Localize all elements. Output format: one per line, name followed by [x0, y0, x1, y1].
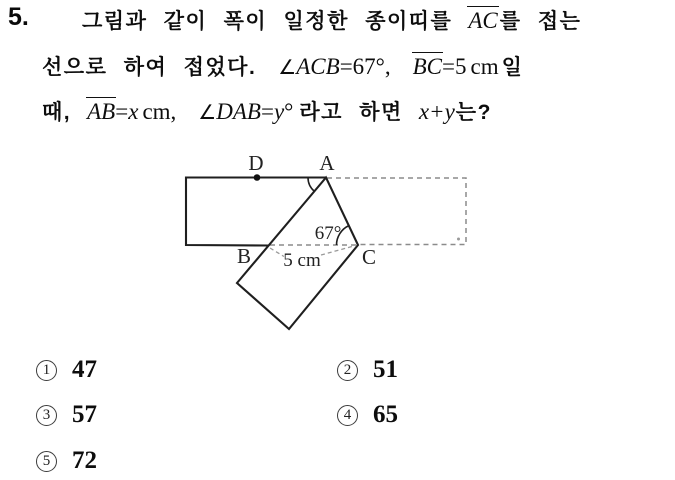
choice-value: 57 [72, 401, 97, 428]
problem-text-line-1 [82, 5, 581, 39]
vertex-label-a: A [319, 151, 335, 175]
math-variable: DAB [216, 99, 261, 124]
korean-text: 는? [455, 101, 492, 124]
korean-text: 라고 하면 [299, 101, 403, 124]
unit-cm: cm [470, 54, 499, 79]
problem-text-line-3 [42, 96, 492, 130]
comma: , [384, 54, 391, 79]
choice-circle-marker: 5 [36, 451, 57, 472]
choice-circle-marker: 3 [36, 405, 57, 426]
vertex-label-b: B [236, 244, 252, 268]
length-bc-label: 5 cm [283, 250, 321, 271]
choice-option-2[interactable] [337, 356, 398, 384]
choice-option-5[interactable] [36, 447, 97, 475]
corner-speck [457, 238, 460, 241]
problem-number: 5. [8, 3, 29, 31]
choice-value: 65 [373, 401, 398, 428]
unfolded-strip-dashed-outline [327, 178, 466, 245]
choice-value: 72 [72, 447, 97, 474]
unit-cm: cm [142, 99, 171, 124]
vertex-label-d: D [248, 151, 264, 175]
korean-text: 일 [501, 56, 524, 79]
degree-symbol: ° [375, 54, 385, 79]
point-d-dot [254, 174, 261, 181]
degree-symbol: ° [284, 99, 294, 124]
choice-option-1[interactable] [36, 356, 97, 384]
math-number: 67 [352, 54, 376, 79]
paper-strip-left-rectangle [186, 178, 326, 246]
korean-text: 를 접는 [499, 10, 582, 33]
equals-sign: = [115, 99, 129, 124]
comma: , [170, 99, 177, 124]
korean-text: 선으로 하여 접었다. [42, 56, 257, 79]
problem-text-line-2 [42, 51, 523, 85]
korean-text: 때, [42, 101, 72, 124]
choice-circle-marker: 1 [36, 360, 57, 381]
vertex-label-c: C [361, 245, 377, 269]
equals-sign: = [260, 99, 274, 124]
angle-arc-at-a [308, 178, 314, 192]
choice-option-3[interactable] [36, 401, 97, 429]
choice-circle-marker: 4 [337, 405, 358, 426]
segment-ab-overline: AB [87, 99, 116, 124]
angle-value-label: 67° [314, 223, 342, 244]
equals-sign: = [442, 54, 455, 79]
segment-bc-overline: BC [412, 54, 443, 79]
angle-symbol: ∠ [278, 55, 297, 79]
math-number: 5 [455, 54, 467, 79]
choice-value: 47 [72, 356, 97, 383]
math-variable: ACB [296, 54, 340, 79]
equals-sign: = [339, 54, 353, 79]
korean-text: 그림과 같이 폭이 일정한 종이띠를 [82, 10, 453, 33]
math-variable: x [128, 99, 139, 124]
paper-folding-figure [140, 145, 480, 345]
math-variable: y [273, 99, 285, 124]
segment-ac-overline: AC [468, 8, 498, 33]
angle-symbol: ∠ [198, 100, 217, 124]
choice-value: 51 [373, 356, 398, 383]
math-expression-x-plus-y: x+y [418, 99, 455, 124]
leader-line-left [270, 248, 284, 257]
leader-line-right [321, 247, 352, 256]
choice-option-4[interactable] [337, 401, 398, 429]
choice-circle-marker: 2 [337, 360, 358, 381]
